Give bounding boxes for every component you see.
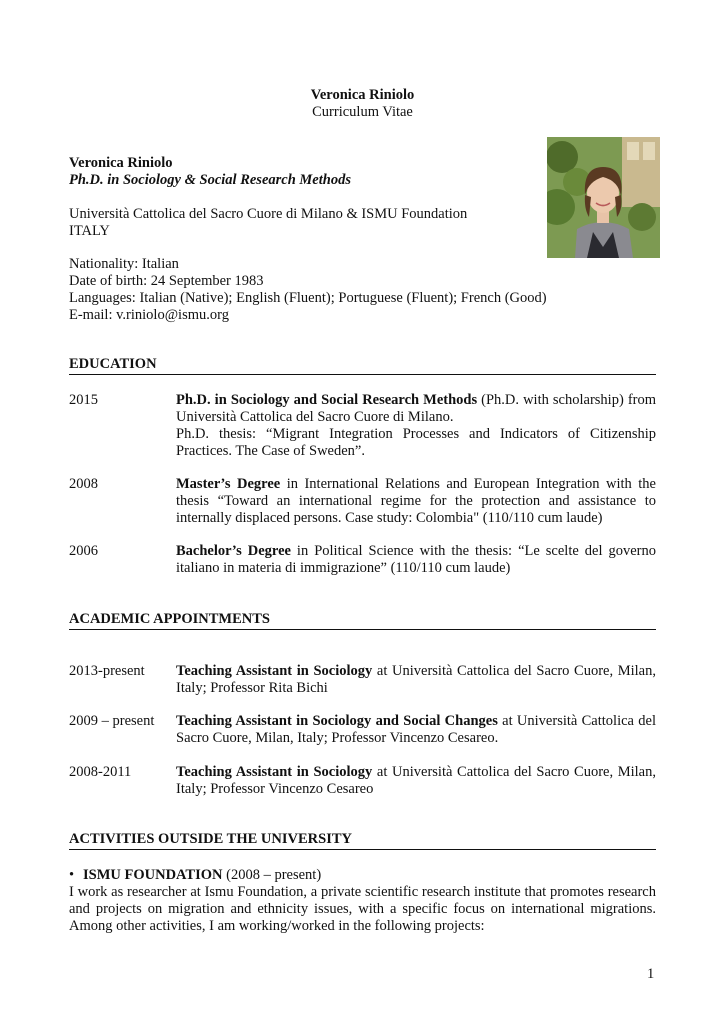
appointment-period: 2008-2011 [69,764,132,780]
education-description [176,392,656,460]
appointment-description [176,663,656,697]
appointment-role: Teaching Assistant in Sociology [176,663,373,679]
bullet-icon: • [69,867,75,883]
profile-photo [547,137,660,258]
appointment-detail: at Università Cattolica del Sacro Cuore, Milan, Italy; Professor Rita Bichi [176,663,656,696]
activity-org: ISMU FOUNDATION [83,867,223,883]
education-year: 2008 [69,476,98,492]
profile-degree: Ph.D. in Sociology & Social Research Methods [69,172,351,188]
profile-affiliation: Università Cattolica del Sacro Cuore di Milano & ISMU Foundation [69,206,468,222]
appointment-role: Teaching Assistant in Sociology and Social Changes [176,713,498,729]
education-detail: (Ph.D. with scholarship) from Università Cattolica del Sacro Cuore di Milano. [176,392,657,425]
section-activities: ACTIVITIES OUTSIDE THE UNIVERSITY [69,831,656,850]
header-subtitle: Curriculum Vitae [312,104,413,120]
page-number: 1 [647,966,655,982]
education-degree: Bachelor’s Degree [176,543,291,559]
education-year: 2006 [69,543,98,559]
profile-dob: Date of birth: 24 September 1983 [69,273,264,289]
profile-languages: Languages: Italian (Native); English (Fluent); Portuguese (Fluent); French (Good) [69,290,547,306]
activity-period: (2008 – present) [222,867,322,883]
profile-country: ITALY [69,223,110,239]
section-appointments: ACADEMIC APPOINTMENTS [69,611,656,630]
education-description [176,543,656,577]
education-description [176,476,656,527]
header-name: Veronica Riniolo [310,87,415,103]
appointment-period: 2013-present [69,663,145,679]
activity-paragraph: I work as researcher at Ismu Foundation, a private scientific research institute that promotes research and projects on migration and ethnicity issues, with a specific focus on international migrations. Among other activities, I am working/worked in the following projects: [69,884,656,934]
appointment-description [176,764,656,798]
appointment-detail: at Università Cattolica del Sacro Cuore, Milan, Italy; Professor Vincenzo Cesareo [176,764,656,797]
appointment-description [176,713,656,747]
education-year: 2015 [69,392,98,408]
profile-nationality: Nationality: Italian [69,256,179,272]
appointment-role: Teaching Assistant in Sociology [176,764,373,780]
education-thesis: Ph.D. thesis: “Migrant Integration Processes and Indicators of Citizenship Practices. The Case of Sweden”. [176,426,656,459]
portrait-image [547,137,660,258]
appointment-period: 2009 – present [69,713,155,729]
education-degree: Master’s Degree [176,476,281,492]
profile-email: E-mail: v.riniolo@ismu.org [69,307,229,323]
education-degree: Ph.D. in Sociology and Social Research Methods [176,392,478,408]
section-education: EDUCATION [69,356,656,375]
activity-bullet [69,867,321,884]
appointment-detail: at Università Cattolica del Sacro Cuore, Milan, Italy; Professor Vincenzo Cesareo. [176,713,657,746]
education-detail: in Political Science with the thesis: “Le scelte del governo italiano in materia di immigrazione” (110/110 cum laude) [176,543,656,576]
education-detail: in International Relations and European Integration with the thesis “Toward an international regime for the protection and assistance to internally displaced persons. Case study: Colombia" (110/110 cum laude) [176,476,656,526]
profile-name: Veronica Riniolo [69,155,173,171]
